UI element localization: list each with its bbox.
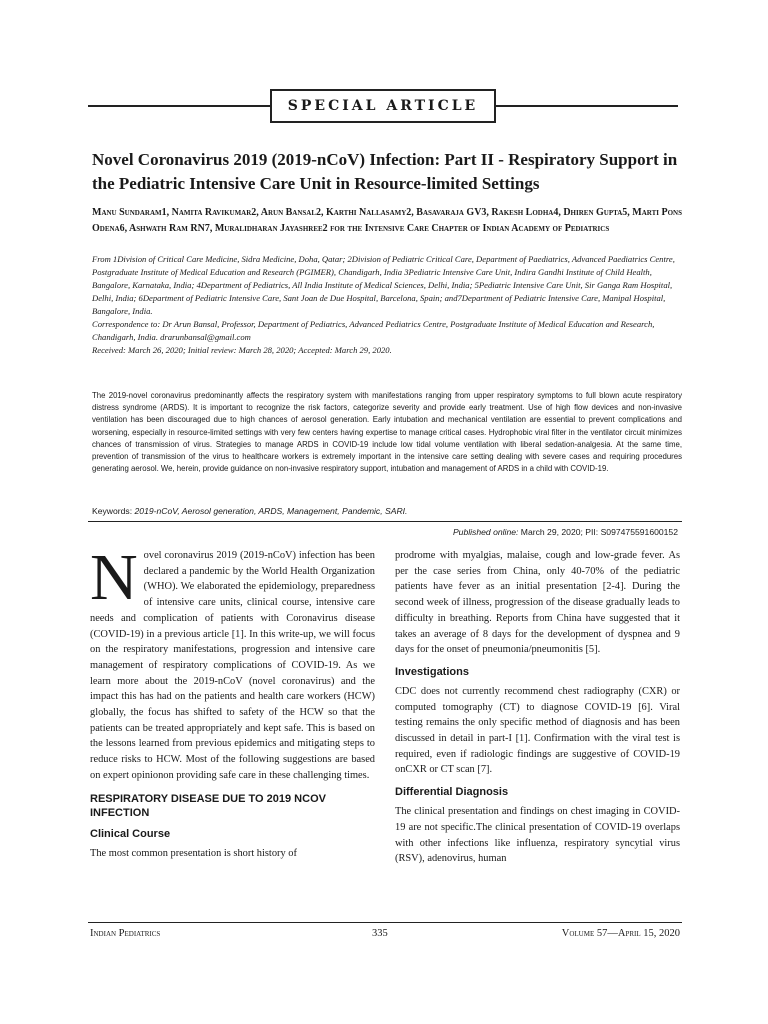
article-title: Novel Coronavirus 2019 (2019-nCoV) Infection: Part II - Respiratory Support in the Pediatric Intensive Care Unit in Resource-limited Settings: [92, 150, 678, 193]
correspondence: Correspondence to: Dr Arun Bansal, Professor, Department of Pediatrics, Advanced Pediatrics Centre, Postgraduate Institute of Medical Education and Research, Chandigarh, India. drarunbansal@gmail.com: [92, 319, 655, 342]
differential-text: The clinical presentation and findings on chest imaging in COVID-19 are not specific.The clinical presentation of COVID-19 overlaps with other infections like influenza, respiratory syncytial virus (RSV), adenovirus, human: [395, 806, 680, 865]
author-list: Manu Sundaram1, Namita Ravikumar2, Arun Bansal2, Karthi Nallasamy2, Basavaraja GV3, Rakesh Lodha4, Dhiren Gupta5, Marti Pons Odena6, Ashwath Ram RN7, Muralidharan Jayashree2 for the Intensive Care Chapter of Indian Academy of Pediatrics: [92, 207, 683, 234]
keywords-list: 2019-nCoV, Aerosol generation, ARDS, Management, Pandemic, SARI.: [134, 506, 408, 516]
banner-rule-right: [496, 105, 678, 107]
body-column-right: [395, 548, 680, 869]
abstract: The 2019-novel coronavirus predominantly affects the respiratory system with manifestations ranging from upper respiratory symptoms to full blown acute respiratory distress syndrome (ARDS). It is important to recognize the risk factors, categorize severity and provide early treatment. Use of high flow devices and non-invasive ventilation has been discouraged due to high chances of aerosol generation. Early intubation and mechanical ventilation are essential to prevent complications and worsening, especially in resource-limited settings with very few centers having expertise to manage critical cases. Hydrophobic viral filter in the ventilator circuit minimizes chances of transmission of virus. Strategies to manage ARDS in COVID-19 include low tidal volume ventilation with liberal sedation-analgesia. At the same time, prevention of transmission of the virus to healthcare workers is extremely important in the intensive care setting dealing with severe cases and requiring procedures generating aerosol. We, herein, provide guidance on non-invasive respiratory support, intubation and management of ARDS in a child with COVID-19.: [92, 391, 682, 474]
published-line: [453, 527, 678, 537]
section-heading-respiratory: RESPIRATORY DISEASE DUE TO 2019 NCOV INFECTION: [90, 792, 326, 819]
clinical-course-text: The most common presentation is short history of: [90, 847, 297, 859]
footer-page-number: 335: [372, 928, 388, 939]
keywords-label: Keywords:: [92, 506, 133, 516]
footer-divider: [88, 922, 682, 923]
received-dates: Received: March 26, 2020; Initial review: March 28, 2020; Accepted: March 29, 2020.: [92, 345, 392, 355]
published-label: Published online:: [452, 527, 519, 537]
published-divider: [88, 521, 682, 522]
investigations-text: CDC does not currently recommend chest radiography (CXR) or computed tomography (CT) to diagnose COVID-19 [6]. Viral testing remains the only specific method of diagnosis and has been discussed in detail in part-I [1]. Confirmation with the viral test is required, even if radiologic findings are suggestive of COVID-19 onCXR or CT scan [7].: [395, 685, 680, 776]
prodrome-paragraph: prodrome with myalgias, malaise, cough and low-grade fever. As per the case series from China, only 40-70% of the pediatric patients have fever as an initial presentation [2-4]. During the second week of illness, progression of the disease gradually leads to difficulty in breathing. Reports from China have suggested that it takes an average of 8 days for the development of dyspnea and 9 days for the onset of pneumonia/pneumonitis [5].: [395, 550, 680, 656]
subheading-differential: Differential Diagnosis: [395, 786, 509, 799]
body-column-left: [90, 541, 375, 863]
published-value: March 29, 2020; PII: S097475591600152: [520, 527, 678, 537]
intro-text: ovel coronavirus 2019 (2019-nCoV) infection has been declared a pandemic by the World Health Organization (WHO). We elaborated the epidemiology, preparedness of intensive care units, clinical course, intensive care needs and complication of patients with Coronavirus disease (COVID-19) in a previous article [1]. In this write-up, we will focus on the respiratory manifestations, progression and intensive care management of respiratory complications of COVID-19. As we learn more about the 2019-nCoV (novel coronavirus) and the impact this has had on the patients and health care workers (HCW) globally, the focus has shifted to safety of the HCW so that the patients can be treated appropriately and kept safe. This is based on the lessons learned from previous epidemics and mitigating steps to reduce risks to HCW. Most of the following suggestions are based on expert opinionon providing safe care in these challenging times.: [90, 550, 375, 781]
drop-cap: N: [90, 541, 138, 614]
keywords: [92, 506, 682, 516]
footer-volume: Volume 57—April 15, 2020: [561, 928, 680, 939]
section-banner: SPECIAL ARTICLE: [270, 89, 496, 123]
affiliations: From 1Division of Critical Care Medicine, Sidra Medicine, Doha, Qatar; 2Division of Pediatric Critical Care, Department of Paediatrics, Advanced Paediatrics Centre, Postgraduate Institute of Medical Education and Research (PGIMER), Chandigarh, India 3Pediatric Intensive Care Unit, Indira Gandhi Institute of Child Health, Bangalore, Karnataka, India; 4Department of Pediatrics, All India Institute of Medical Sciences, Delhi, India; 5Pediatric Intensive Care Unit, Sir Ganga Ram Hospital, Delhi, India; 6Department of Pediatric Intensive Care, Sant Joan de Due Hospital, Barcelona, Spain; and7Department of Pediatric Intensive Care, Manipal Hospital, Bangalore, India.: [92, 254, 675, 316]
footer-journal: Indian Pediatrics: [90, 928, 161, 939]
subheading-investigations: Investigations: [395, 665, 469, 678]
affiliations-block: [92, 253, 682, 357]
intro-paragraph: [90, 541, 375, 784]
banner-rule-left: [88, 105, 270, 107]
subheading-clinical-course: Clinical Course: [90, 827, 171, 840]
